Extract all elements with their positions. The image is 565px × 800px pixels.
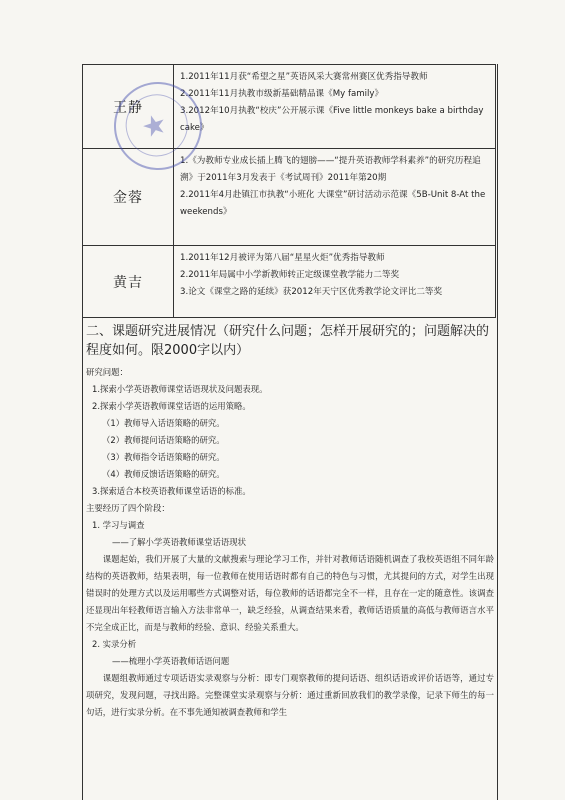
list-item: （2）教师提问话语策略的研究。 — [102, 435, 225, 445]
list-item: 1.探索小学英语教师课堂话语现状及问题表现。 — [92, 384, 268, 394]
teacher-name: 金蓉 — [83, 149, 174, 246]
section-heading: 二、课题研究进展情况（研究什么问题；怎样开展研究的；问题解决的程度如何。限2000字以内） — [86, 324, 490, 358]
stage-paragraph: 课题起始，我们开展了大量的文献搜索与理论学习工作，并针对教师话语随机调查了我校英语组不同年龄结构的英语教师，结果表明，每一位教师在使用话语时都有自己的特色与习惯，尤其提问的方式，对学生出现错误时的处理方式以及运用哪些方式调整对话，每位教师的话语都完全不一样，且存在一定的随意性。该调查还显现出年轻教师语言输入方法非常单一，缺乏经验，从调查结果来看，教师话语质量的高低与教师语言水平不完全成正比，而是与教师的经验、意识、经验关系重大。 — [86, 554, 494, 632]
stages-label: 主要经历了四个阶段： — [86, 503, 170, 513]
award-list — [174, 149, 496, 246]
progress-section — [86, 322, 494, 721]
list-item: （3）教师指令话语策略的研究。 — [102, 452, 225, 462]
list-item: 3.2012年10月执教“校庆”公开展示课《Five little monkeys bake a birthday cake》 — [180, 106, 484, 133]
stage-subtitle: ——了解小学英语教师课堂话语现状 — [112, 537, 246, 547]
list-item: 2.2011年11月执教市级新基础精品课《My family》 — [180, 89, 384, 99]
list-item: （1）教师导入话语策略的研究。 — [102, 418, 225, 428]
teacher-name: 黄吉 — [83, 246, 174, 318]
teacher-name: 王静 — [83, 65, 174, 149]
list-item: （4）教师反馈话语策略的研究。 — [102, 469, 225, 479]
stage-subtitle: ——梳理小学英语教师话语问题 — [112, 656, 230, 666]
award-list — [174, 65, 496, 149]
award-list — [174, 246, 496, 318]
list-item: 1.2011年12月被评为第八届“星星火炬”优秀指导教师 — [180, 253, 385, 263]
list-item: 3.论文《课堂之路的延续》获2012年天宁区优秀教学论文评比二等奖 — [180, 287, 443, 297]
list-item: 1.《为教师专业成长插上腾飞的翅膀——“提升英语教师学科素养”的研究历程追溯》于2011年3月发表于《考试周刊》2011年第20期 — [180, 156, 481, 183]
stage-title: 2. 实录分析 — [92, 639, 137, 649]
list-item: 1.2011年11月获“希望之星”英语风采大赛常州赛区优秀指导教师 — [180, 72, 428, 82]
list-item: 2.探索小学英语教师课堂话语的运用策略。 — [92, 401, 251, 411]
stage-title: 1. 学习与调查 — [92, 520, 145, 530]
star-icon: ★ — [137, 106, 172, 146]
list-item: 2.2011年4月赴镇江市执教“小班化 大课堂”研讨活动示范课《5B-Unit 8-At the weekends》 — [180, 190, 486, 217]
stage-paragraph: 课题组教师通过专项话语实录观察与分析：即专门观察教师的提问话语、组织话语或评价话语等，通过专项研究，发现问题，寻找出路。完整课堂实录观察与分析：通过重新回放我们的教学录像，记录下师生的每一句话，进行实录分析。在不事先通知被调查教师和学生 — [86, 673, 494, 717]
list-item: 2.2011年局属中小学新教师转正定级课堂教学能力二等奖 — [180, 270, 400, 280]
table-row — [83, 246, 496, 318]
list-item: 3.探索适合本校英语教师课堂话语的标准。 — [92, 486, 251, 496]
research-label: 研究问题： — [86, 367, 128, 377]
